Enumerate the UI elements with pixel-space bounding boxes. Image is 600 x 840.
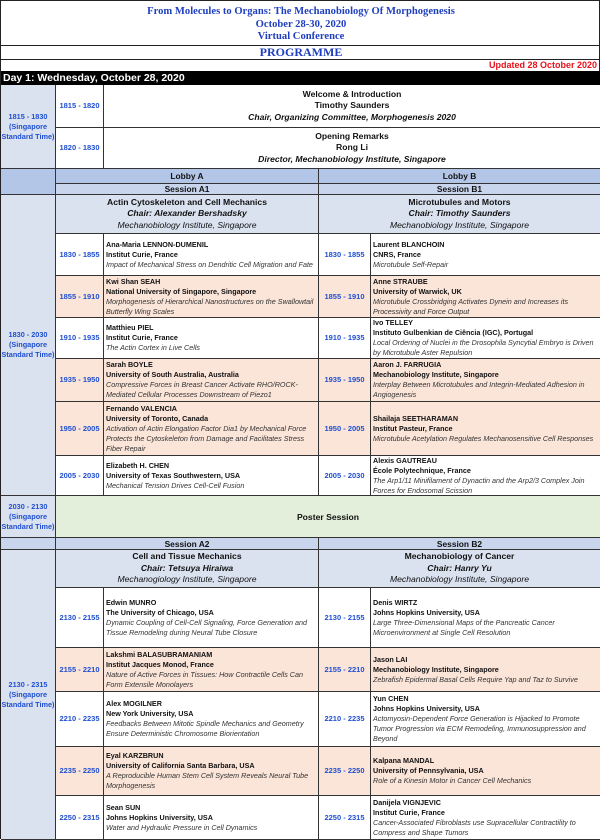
- talk-time: 2250 - 2315: [56, 796, 104, 840]
- block2-time: [1, 550, 56, 840]
- speaker-name: Ana-Maria LENNON-DUMENIL: [106, 239, 209, 249]
- conference-title: [1, 6, 600, 44]
- session-affiliation: Mechanobiology Institute, Singapore: [389, 574, 530, 585]
- talk-title: Interplay Between Microtubules and Integrin-Mediated Adhesion in Angiogenesis: [373, 380, 585, 399]
- speaker-affiliation: École Polytechnique, France: [373, 465, 471, 475]
- speaker-name: Elizabeth H. CHEN: [106, 460, 170, 470]
- talk-title: Actomyosin-Dependent Force Generation is Hijacked to Promote Tumor Progression via ECM Remodeling, Immunosuppression and Beyond: [373, 714, 586, 743]
- opening-item-time: 1820 - 1830: [56, 128, 104, 169]
- session-topic: Actin Cytoskeleton and Cell Mechanics: [107, 196, 267, 207]
- programme-heading: PROGRAMME: [259, 45, 343, 59]
- item-role: Director, Mechanobiology Institute, Singapore: [258, 153, 446, 164]
- talk-title: Activation of Actin Elongation Factor Dia1 by Mechanical Force Protects the Cytoskeleton from Damage and Facilitates Stress Fiber Repair: [106, 423, 307, 453]
- session-affiliation: Mechanogiology Institute, Singapore: [117, 574, 257, 585]
- speaker-affiliation: University of South Australia, Australia: [106, 370, 239, 379]
- talk-time: 1830 - 1855: [56, 234, 104, 276]
- talk-title: The Arp1/11 Minifilament of Dynactin and the Arp2/3 Complex Join Forces for Endosomal Scission: [373, 475, 585, 495]
- speaker-name: Aaron J. FARRUGIA: [373, 360, 442, 369]
- session-chair: Chair: Hanry Yu: [427, 562, 492, 573]
- speaker-name: Lakshmi BALASUBRAMANIAM: [106, 649, 213, 659]
- speaker-affiliation: Johns Hopkins University, USA: [373, 704, 480, 713]
- item-title: Opening Remarks: [315, 130, 389, 141]
- talk-title: The Actin Cortex in Live Cells: [106, 343, 201, 352]
- talk-time: 1950 - 2005: [319, 402, 371, 456]
- session-chair: Chair: Tetsuya Hiraiwa: [140, 562, 234, 573]
- talk-entry: [104, 588, 319, 648]
- day-banner: Day 1: Wednesday, October 28, 2020: [1, 71, 600, 85]
- talk-title: Microtubule Crossbridging Activates Dynein and Increases its Processivity and Force Output: [373, 296, 569, 316]
- session-affiliation: Mechanobiology Institute, Singapore: [117, 219, 257, 230]
- poster-block-time: [1, 496, 56, 538]
- talk-time: 1935 - 1950: [56, 359, 104, 402]
- speaker-name: Jason LAI: [373, 654, 408, 664]
- speaker-affiliation: Instituto Gulbenkian de Ciência (IGC), Portugal: [373, 328, 534, 337]
- talk-title: Cancer-Associated Fibroblasts use Supracellular Contractility to Compress and Shape Tumors: [373, 817, 576, 837]
- session-a2-header: [56, 550, 319, 588]
- talk-entry: [104, 456, 319, 496]
- speaker-affiliation: University of Toronto, Canada: [106, 413, 209, 423]
- talk-entry: [371, 456, 600, 496]
- session-a1-label: Session A1: [56, 184, 319, 195]
- block1-time: [1, 195, 56, 496]
- talk-entry: [371, 359, 600, 402]
- talk-time: 1910 - 1935: [319, 318, 371, 359]
- block-time-zone-2: Standard Time): [1, 350, 55, 359]
- session-row-spacer: [1, 538, 56, 550]
- talk-time: 1855 - 1910: [319, 276, 371, 318]
- block-time-zone: (Singapore: [8, 121, 48, 131]
- talk-entry: [371, 588, 600, 648]
- speaker-affiliation: University of California Santa Barbara, USA: [106, 761, 255, 770]
- speaker-name: Ivo TELLEY: [373, 318, 413, 327]
- speaker-affiliation: Institut Pasteur, France: [373, 423, 453, 433]
- speaker-affiliation: University of Warwick, UK: [373, 286, 462, 296]
- block-time-range: 1830 - 2030: [8, 330, 48, 339]
- talk-time: 1910 - 1935: [56, 318, 104, 359]
- talk-entry: [104, 359, 319, 402]
- session-chair: Chair: Timothy Saunders: [408, 208, 511, 219]
- speaker-name: Alex MOGILNER: [106, 699, 162, 708]
- block-time-zone-2: Standard Time): [1, 131, 55, 141]
- talk-title: Local Ordering of Nuclei in the Drosophila Syncytial Embryo is Driven by Microtubule Aster Repulsion: [373, 338, 594, 357]
- talk-entry: [104, 747, 319, 796]
- talk-entry: [104, 796, 319, 840]
- block-time-range: 2030 - 2130: [8, 501, 48, 511]
- talk-entry: [104, 234, 319, 276]
- lobby-b-label: Lobby B: [319, 169, 600, 184]
- speaker-name: Kalpana MANDAL: [373, 756, 435, 765]
- talk-entry: [104, 402, 319, 456]
- session-a2-label: Session A2: [56, 538, 319, 550]
- talk-entry: [371, 648, 600, 692]
- talk-title: Mechanical Tension Drives Cell-Cell Fusion: [106, 480, 245, 490]
- speaker-affiliation: CNRS, France: [373, 249, 421, 259]
- item-speaker: Rong Li: [336, 142, 368, 153]
- talk-entry: [371, 318, 600, 359]
- talk-title: Zebrafish Epidermal Basal Cells Require Yap and Taz to Survive: [373, 674, 578, 684]
- speaker-affiliation: Institut Jacques Monod, France: [106, 659, 214, 669]
- speaker-affiliation: Institut Curie, France: [373, 807, 445, 817]
- lobby-spacer: [1, 169, 56, 195]
- speaker-affiliation: University of Pennsylvania, USA: [373, 766, 484, 775]
- talk-time: 2130 - 2155: [56, 588, 104, 648]
- talk-title: Nature of Active Forces in Tissues: How Contractile Cells Can Form Extensile Monolayers: [106, 669, 303, 689]
- session-topic: Cell and Tissue Mechanics: [132, 551, 242, 562]
- block-time-zone: (Singapore: [8, 340, 48, 349]
- speaker-affiliation: Mechanobiology Institute, Singapore: [373, 664, 499, 674]
- title-line-1: From Molecules to Organs: The Mechanobiology Of Morphogenesis: [147, 6, 455, 17]
- title-line-2: October 28-30, 2020: [255, 18, 347, 30]
- talk-time: 2155 - 2210: [56, 648, 104, 692]
- talk-entry: [371, 747, 600, 796]
- talk-time: 2250 - 2315: [319, 796, 371, 840]
- item-speaker: Timothy Saunders: [314, 100, 390, 111]
- speaker-affiliation: Johns Hopkins University, USA: [373, 607, 480, 617]
- speaker-name: Shailaja SEETHARAMAN: [373, 413, 459, 423]
- speaker-affiliation: Mechanobiology Institute, Singapore: [373, 370, 499, 379]
- block-time-zone-2: Standard Time): [1, 521, 55, 531]
- talk-time: 2005 - 2030: [319, 456, 371, 496]
- session-chair: Chair: Alexander Bershadsky: [127, 208, 247, 219]
- updated-note: Updated 28 October 2020: [488, 60, 597, 70]
- poster-session: Poster Session: [56, 496, 600, 538]
- talk-time: 1950 - 2005: [56, 402, 104, 456]
- block-time-range: 1815 - 1830: [8, 111, 48, 121]
- speaker-name: Yun CHEN: [373, 694, 409, 703]
- speaker-name: Fernando VALENCIA: [106, 403, 177, 413]
- speaker-affiliation: New York University, USA: [106, 709, 194, 718]
- talk-entry: [104, 648, 319, 692]
- talk-time: 1830 - 1855: [319, 234, 371, 276]
- talk-time: 2005 - 2030: [56, 456, 104, 496]
- talk-entry: [371, 692, 600, 747]
- speaker-affiliation: The University of Chicago, USA: [106, 607, 214, 617]
- speaker-name: Edwin MUNRO: [106, 597, 157, 607]
- block-time-range: 2130 - 2315: [8, 679, 48, 689]
- talk-entry: [371, 234, 600, 276]
- talk-title: Water and Hydraulic Pressure in Cell Dynamics: [106, 822, 258, 832]
- speaker-name: Anne STRAUBE: [373, 276, 428, 286]
- talk-time: 2210 - 2235: [56, 692, 104, 747]
- talk-time: 2235 - 2250: [56, 747, 104, 796]
- talk-title: Compressive Forces in Breast Cancer Activate RHO/ROCK-Mediated Cellular Processes Downstream of Piezo1: [106, 380, 298, 399]
- speaker-affiliation: University of Texas Southwestern, USA: [106, 470, 241, 480]
- session-b2-label: Session B2: [319, 538, 600, 550]
- talk-time: 2130 - 2155: [319, 588, 371, 648]
- talk-title: Impact of Mechanical Stress on Dendritic Cell Migration and Fate: [106, 259, 313, 269]
- talk-time: 2210 - 2235: [319, 692, 371, 747]
- speaker-name: Denis WIRTZ: [373, 597, 418, 607]
- speaker-affiliation: Johns Hopkins University, USA: [106, 812, 213, 822]
- block-time-zone: (Singapore: [8, 511, 48, 521]
- speaker-name: Danijela VIGNJEVIC: [373, 797, 441, 807]
- talk-time: 1855 - 1910: [56, 276, 104, 318]
- speaker-affiliation: National University of Singapore, Singapore: [106, 286, 257, 296]
- speaker-affiliation: Institut Curie, France: [106, 249, 178, 259]
- block-time-zone-2: Standard Time): [1, 699, 55, 709]
- talk-entry: [104, 692, 319, 747]
- session-affiliation: Mechanobiology Institute, Singapore: [389, 219, 530, 230]
- session-topic: Mechanobiology of Cancer: [404, 551, 515, 562]
- talk-title: A Reproducible Human Stem Cell System Reveals Neural Tube Morphogenesis: [106, 771, 309, 790]
- talk-title: Large Three-Dimensional Maps of the Pancreatic Cancer Microenvironment at Single Cell Resolution: [373, 617, 555, 637]
- talk-title: Microtubule Self-Repair: [373, 259, 449, 269]
- speaker-name: Matthieu PIEL: [106, 323, 154, 332]
- talk-title: Dynamic Coupling of Cell-Cell Signaling, Force Generation and Tissue Remodeling during Neural Tube Closure: [106, 617, 307, 637]
- talk-entry: [371, 796, 600, 840]
- title-line-3: Virtual Conference: [257, 31, 345, 42]
- block-time-zone: (Singapore: [8, 689, 48, 699]
- session-topic: Microtubules and Motors: [408, 196, 511, 207]
- talk-entry: [371, 276, 600, 318]
- opening-item-time: 1815 - 1820: [56, 85, 104, 128]
- session-b1-header: [319, 195, 600, 234]
- talk-title: Feedbacks Between Mitotic Spindle Mechanics and Geometry Ensure Deterministic Chromosome Biorientation: [106, 719, 304, 738]
- talk-title: Microtubule Acetylation Regulates Mechanosensitive Cell Responses: [373, 433, 594, 443]
- speaker-affiliation: Institut Curie, France: [106, 333, 178, 342]
- welcome-item: [104, 85, 600, 128]
- talk-title: Morphogenesis of Hierarchical Nanostructures on the Swallowtail Butterfly Wing Scales: [106, 296, 314, 316]
- speaker-name: Sarah BOYLE: [106, 360, 153, 369]
- item-title: Welcome & Introduction: [302, 88, 402, 99]
- lobby-a-label: Lobby A: [56, 169, 319, 184]
- talk-title: Role of a Kinesin Motor in Cancer Cell Mechanics: [373, 776, 532, 785]
- talk-time: 1935 - 1950: [319, 359, 371, 402]
- talk-time: 2155 - 2210: [319, 648, 371, 692]
- speaker-name: Alexis GAUTREAU: [373, 455, 437, 465]
- talk-entry: [371, 402, 600, 456]
- speaker-name: Kwi Shan SEAH: [106, 276, 161, 286]
- talk-time: 2235 - 2250: [319, 747, 371, 796]
- item-role: Chair, Organizing Committee, Morphogenesis 2020: [248, 111, 456, 122]
- speaker-name: Eyal KARZBRUN: [106, 751, 164, 760]
- opening-block-time: [1, 85, 56, 169]
- session-b2-header: [319, 550, 600, 588]
- opening-remarks-item: [104, 128, 600, 169]
- speaker-name: Laurent BLANCHOIN: [373, 239, 445, 249]
- talk-entry: [104, 318, 319, 359]
- talk-entry: [104, 276, 319, 318]
- speaker-name: Sean SUN: [106, 802, 141, 812]
- session-b1-label: Session B1: [319, 184, 600, 195]
- session-a1-header: [56, 195, 319, 234]
